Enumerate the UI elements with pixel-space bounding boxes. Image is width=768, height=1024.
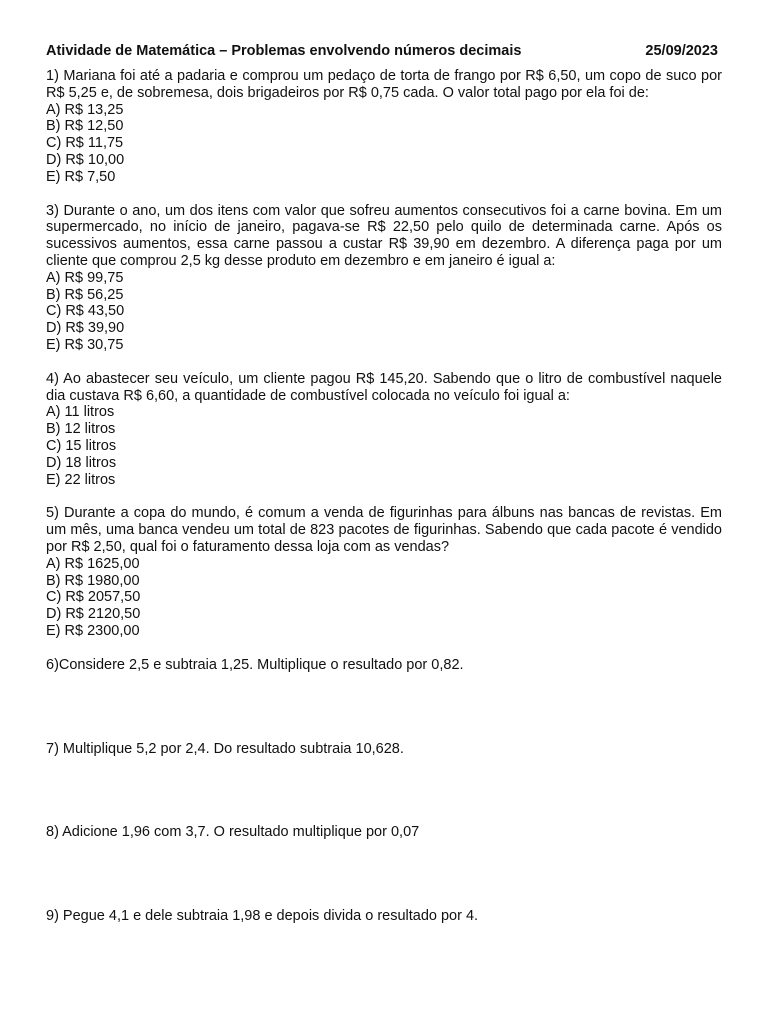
option-e: E) 22 litros	[46, 471, 116, 488]
option-c: C) R$ 11,75	[46, 135, 124, 152]
option-c: C) 15 litros	[46, 437, 117, 454]
worksheet-date: 25/09/2023	[645, 43, 718, 59]
question-text: 4) Ao abastecer seu veículo, um cliente pagou R$ 145,20. Sabendo que o litro de combustível naquele dia custava R$ 6,60, a quantidade de combustível colocada no veículo foi igual a:	[46, 370, 722, 404]
question-text: 7) Multiplique 5,2 por 2,4. Do resultado subtraia 10,628.	[46, 740, 404, 757]
option-a: A) 11 litros	[46, 404, 115, 421]
question-text: 3) Durante o ano, um dos itens com valor que sofreu aumentos consecutivos foi a carne bovina. Em um supermercado, no início de janeiro, pagava-se R$ 22,50 pelo quilo de determinada carne. Após os sucessivos aumentos, essa carne passou a custar R$ 39,90 em dezembro. A diferença paga por um cliente que comprou 2,5 kg desse produto em dezembro e em janeiro é igual a:	[46, 202, 722, 269]
option-d: D) 18 litros	[46, 454, 117, 471]
worksheet-header	[46, 40, 722, 62]
question-text: 6)Considere 2,5 e subtraia 1,25. Multiplique o resultado por 0,82.	[46, 656, 464, 673]
question-text: 5) Durante a copa do mundo, é comum a venda de figurinhas para álbuns nas bancas de revistas. Em um mês, uma banca vendeu um total de 823 pacotes de figurinhas. Sabendo que cada pacote é vendido por R$ 2,50, qual foi o faturamento dessa loja com as vendas?	[46, 505, 722, 555]
option-b: B) R$ 56,25	[46, 286, 124, 303]
question-text: 1) Mariana foi até a padaria e comprou um pedaço de torta de frango por R$ 6,50, um copo de suco por R$ 5,25 e, de sobremesa, dois brigadeiros por R$ 0,75 cada. O valor total pago por ela foi de:	[46, 68, 722, 101]
option-e: E) R$ 2300,00	[46, 622, 140, 639]
option-a: A) R$ 99,75	[46, 269, 124, 286]
option-d: D) R$ 10,00	[46, 151, 125, 168]
answer-options	[46, 556, 722, 640]
question-3	[46, 203, 722, 354]
worksheet-page	[46, 40, 722, 925]
worksheet-title: Atividade de Matemática – Problemas envolvendo números decimais	[46, 43, 522, 59]
question-1	[46, 68, 722, 186]
option-b: B) 12 litros	[46, 421, 116, 438]
option-a: A) R$ 13,25	[46, 101, 124, 118]
question-text: 8) Adicione 1,96 com 3,7. O resultado multiplique por 0,07	[46, 824, 420, 841]
question-8	[46, 824, 722, 841]
question-9	[46, 908, 722, 925]
option-e: E) R$ 7,50	[46, 168, 116, 185]
answer-options	[46, 270, 722, 354]
option-d: D) R$ 2120,50	[46, 606, 141, 623]
question-7	[46, 741, 722, 758]
option-b: B) R$ 12,50	[46, 118, 124, 135]
question-4	[46, 371, 722, 489]
option-a: A) R$ 1625,00	[46, 555, 140, 572]
question-text: 9) Pegue 4,1 e dele subtraia 1,98 e depois divida o resultado por 4.	[46, 908, 479, 925]
option-e: E) R$ 30,75	[46, 336, 124, 353]
question-5	[46, 505, 722, 639]
option-c: C) R$ 2057,50	[46, 589, 141, 606]
answer-options	[46, 404, 722, 488]
answer-options	[46, 102, 722, 186]
option-b: B) R$ 1980,00	[46, 572, 140, 589]
option-d: D) R$ 39,90	[46, 320, 125, 337]
question-6	[46, 657, 722, 674]
option-c: C) R$ 43,50	[46, 303, 125, 320]
